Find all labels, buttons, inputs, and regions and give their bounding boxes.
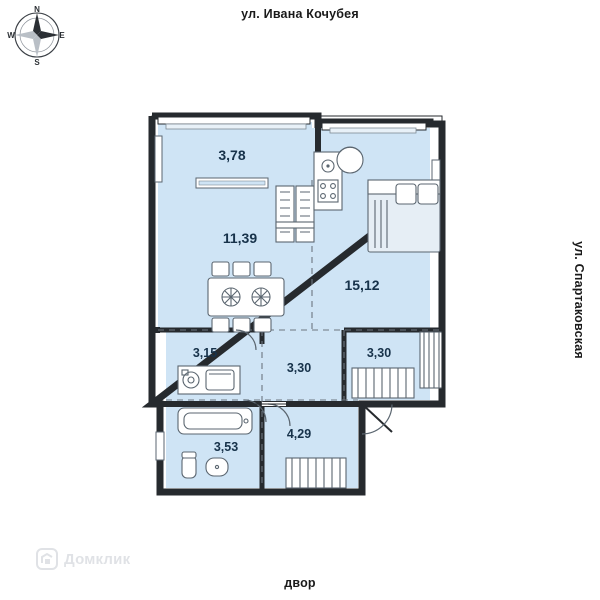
- street-label-right: ул. Спартаковская: [572, 241, 587, 359]
- street-label-bottom: двор: [284, 576, 316, 590]
- watermark: [36, 548, 130, 570]
- area-hall: 3,15: [192, 346, 218, 360]
- area-wardrobe: 3,30: [366, 346, 392, 360]
- area-balcony: 3,78: [218, 147, 246, 163]
- hall-appliances: [178, 366, 240, 394]
- compass-west: W: [7, 31, 15, 40]
- entrance-storage: [286, 458, 346, 488]
- area-bathroom: 3,53: [213, 440, 239, 454]
- compass-north: N: [34, 5, 40, 14]
- wardrobe-shelving: [352, 368, 414, 398]
- watermark-text: Домклик: [64, 550, 131, 568]
- compass-south: S: [34, 58, 40, 66]
- domclick-logo-icon: [36, 548, 58, 570]
- area-bedroom: 15,12: [344, 277, 380, 293]
- area-entrance-hall: 4,29: [286, 427, 312, 441]
- street-label-top: ул. Ивана Кочубея: [241, 7, 359, 21]
- area-living-kitchen: 11,39: [222, 230, 258, 246]
- area-corridor: 3,30: [286, 361, 312, 375]
- compass-east: E: [59, 31, 65, 40]
